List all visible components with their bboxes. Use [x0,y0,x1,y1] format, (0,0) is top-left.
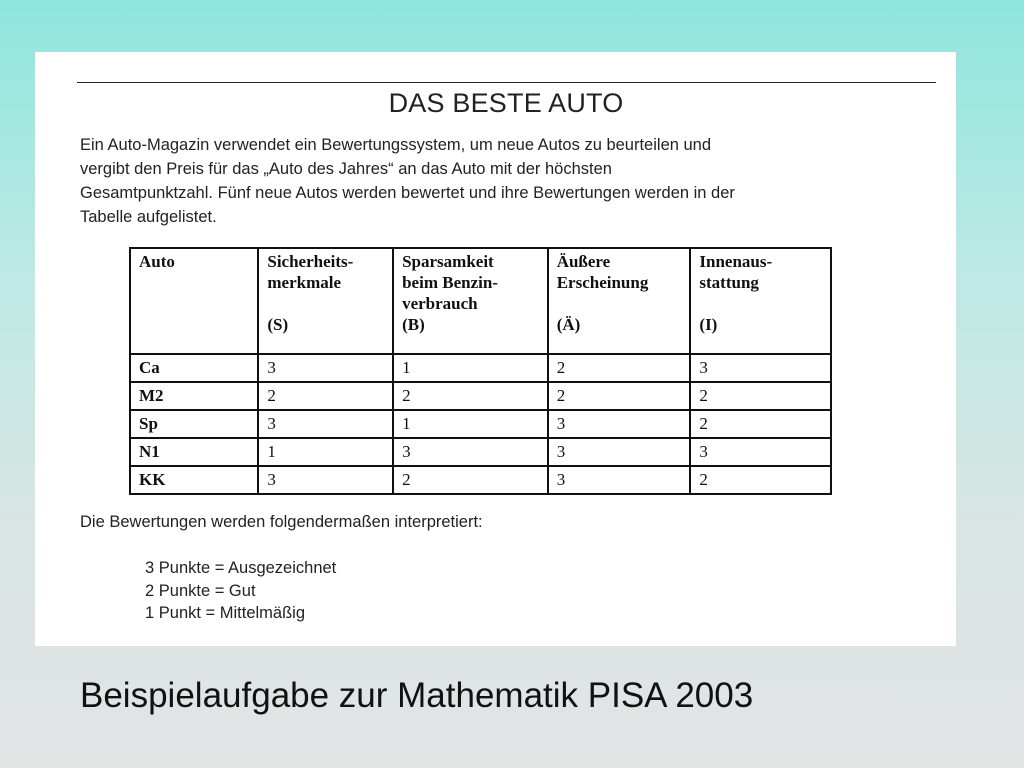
cell-b: 2 [393,466,548,494]
cell-i: 2 [690,382,831,410]
header-symbol: (Ä) [556,315,581,334]
cell-b: 3 [393,438,548,466]
header-line: Sparsamkeit [402,252,494,271]
interpretation-intro: Die Bewertungen werden folgendermaßen interpretiert: [80,513,483,531]
cell-s: 3 [258,410,393,438]
cell-a: 2 [548,382,691,410]
header-line: Innenaus- [699,252,773,271]
cell-s: 3 [258,466,393,494]
header-sicherheit [258,248,393,354]
cell-i: 3 [690,438,831,466]
cell-b: 1 [393,410,548,438]
header-symbol: (I) [699,315,718,334]
cell-i: 2 [690,410,831,438]
top-divider [77,82,936,83]
cell-a: 3 [548,466,691,494]
cell-i: 2 [690,466,831,494]
legend-item: 2 Punkte = Gut [145,581,256,600]
intro-line: Tabelle aufgelistet. [80,208,217,226]
rating-legend [145,557,336,625]
header-line: Erscheinung [556,273,649,292]
intro-line: Gesamtpunktzahl. Fünf neue Autos werden bewertet und ihre Bewertungen werden in der [80,184,735,202]
header-line: merkmale [267,273,341,292]
table-row [130,438,831,466]
header-line: Auto [139,252,175,271]
header-symbol: (B) [402,315,425,334]
table-row [130,382,831,410]
cell-auto: N1 [130,438,258,466]
intro-line: Ein Auto-Magazin verwendet ein Bewertungssystem, um neue Autos zu beurteilen und [80,136,712,154]
header-innenausstattung [690,248,831,354]
header-line: beim Benzin- [402,273,498,292]
table-row [130,354,831,382]
header-line: Äußere [556,252,611,271]
cell-auto: KK [130,466,258,494]
document-sheet [35,52,956,646]
legend-item: 3 Punkte = Ausgezeichnet [145,559,337,577]
cell-b: 2 [393,382,548,410]
cell-s: 1 [258,438,393,466]
cell-auto: Ca [130,354,258,382]
cell-i: 3 [690,354,831,382]
rating-table [129,247,832,495]
cell-s: 3 [258,354,393,382]
cell-auto: M2 [130,382,258,410]
cell-auto: Sp [130,410,258,438]
cell-s: 2 [258,382,393,410]
intro-paragraph [80,133,910,229]
slide-caption: Beispielaufgabe zur Mathematik PISA 2003 [80,676,754,715]
header-line: verbrauch [402,294,478,313]
header-line: Sicherheits- [267,252,354,271]
table-row [130,466,831,494]
intro-line: vergibt den Preis für das „Auto des Jahres“ an das Auto mit der höchsten [80,160,612,178]
table-header-row [130,248,831,354]
header-sparsamkeit [393,248,548,354]
header-aeussere-erscheinung [548,248,691,354]
header-auto [130,248,258,354]
legend-item: 1 Punkt = Mittelmäßig [145,604,306,622]
cell-a: 2 [548,354,691,382]
document-title: DAS BESTE AUTO [388,88,624,118]
header-symbol: (S) [267,315,289,334]
header-line: stattung [699,273,759,292]
cell-a: 3 [548,438,691,466]
cell-b: 1 [393,354,548,382]
table-row [130,410,831,438]
cell-a: 3 [548,410,691,438]
